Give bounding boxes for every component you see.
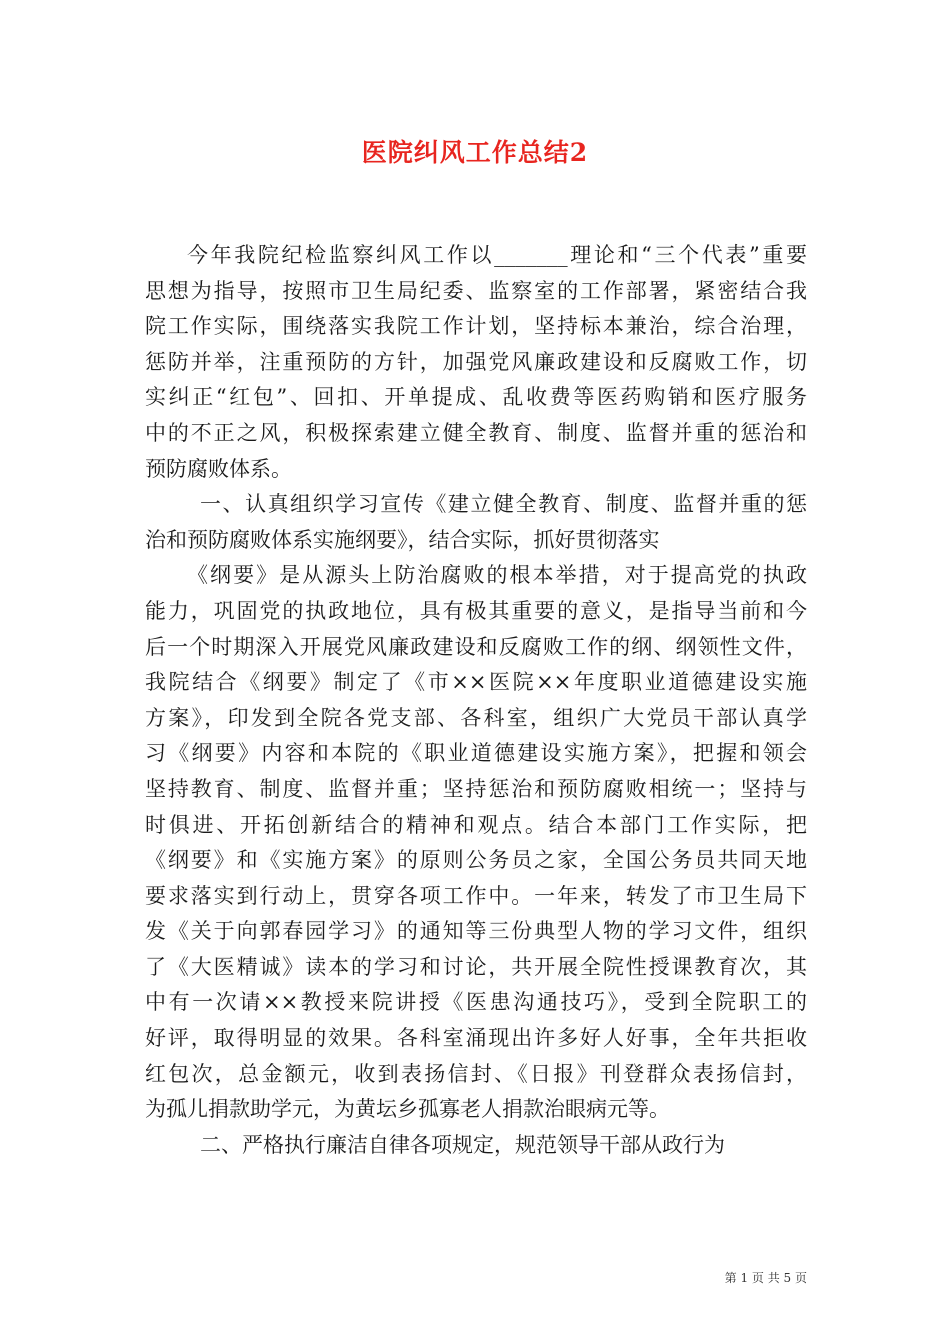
section-heading: 治和预防腐败体系实施纲要》，结合实际，抓好贯彻落实 [145,527,660,552]
text-line: 红包次，总金额元，收到表扬信封、《日报》刊登群众表扬信封， [145,1061,807,1086]
text-line: 今年我院纪检监察纠风工作以_______理论和“三个代表”重要 [187,243,807,267]
text-line: 中有一次请××教授来院讲授《医患沟通技巧》，受到全院职工的 [145,990,807,1015]
text-line: 《纲要》和《实施方案》的原则公务员之家，全国公务员共同天地 [145,848,807,873]
text-line: 方案》，印发到全院各党支部、各科室，组织广大党员干部认真学 [145,705,807,730]
document-title: 医院纠风工作总结2 [361,138,589,167]
page-number: 第 1 页 共 5 页 [724,1271,807,1285]
text-line: 我院结合《纲要》制定了《市××医院××年度职业道德建设实施 [145,670,807,695]
text-line: 思想为指导，按照市卫生局纪委、监察室的工作部署，紧密结合我 [145,278,807,303]
text-line: 好评，取得明显的效果。各科室涌现出许多好人好事，全年共拒收 [145,1026,807,1051]
text-line: 预防腐败体系。 [145,456,292,481]
text-line: 后一个时期深入开展党风廉政建设和反腐败工作的纲、纲领性文件， [145,634,807,659]
text-line: 坚持教育、制度、监督并重；坚持惩治和预防腐败相统一；坚持与 [145,776,807,801]
text-line: 习《纲要》内容和本院的《职业道德建设实施方案》，把握和领会 [145,741,807,766]
text-line: 要求落实到行动上，贯穿各项工作中。一年来，转发了市卫生局下 [145,883,807,908]
text-line: 中的不正之风，积极探索建立健全教育、制度、监督并重的惩治和 [145,420,807,445]
text-line: 发《关于向郭春园学习》的通知等三份典型人物的学习文件，组织 [145,919,807,944]
text-line: 院工作实际，围绕落实我院工作计划，坚持标本兼治，综合治理， [145,314,807,339]
text-line: 时俱进、开拓创新结合的精神和观点。结合本部门工作实际，把 [145,812,807,837]
section-heading: 一、认真组织学习宣传《建立健全教育、制度、监督并重的惩 [200,492,807,517]
text-line: 为孤儿捐款助学元，为黄坛乡孤寡老人捐款治眼病元等。 [145,1097,670,1122]
text-line: 惩防并举，注重预防的方针，加强党风廉政建设和反腐败工作，切 [145,349,807,374]
text-line: 《纲要》是从源头上防治腐败的根本举措，对于提高党的执政 [187,563,807,588]
document-body [145,238,807,1163]
section-heading: 二、严格执行廉洁自律各项规定，规范领导干部从政行为 [200,1132,725,1157]
text-line: 了《大医精诚》读本的学习和讨论，共开展全院性授课教育次，其 [145,954,807,979]
text-line: 实纠正“红包”、回扣、开单提成、乱收费等医药购销和医疗服务 [145,385,807,410]
text-line: 能力，巩固党的执政地位，具有极其重要的意义，是指导当前和今 [145,598,807,623]
